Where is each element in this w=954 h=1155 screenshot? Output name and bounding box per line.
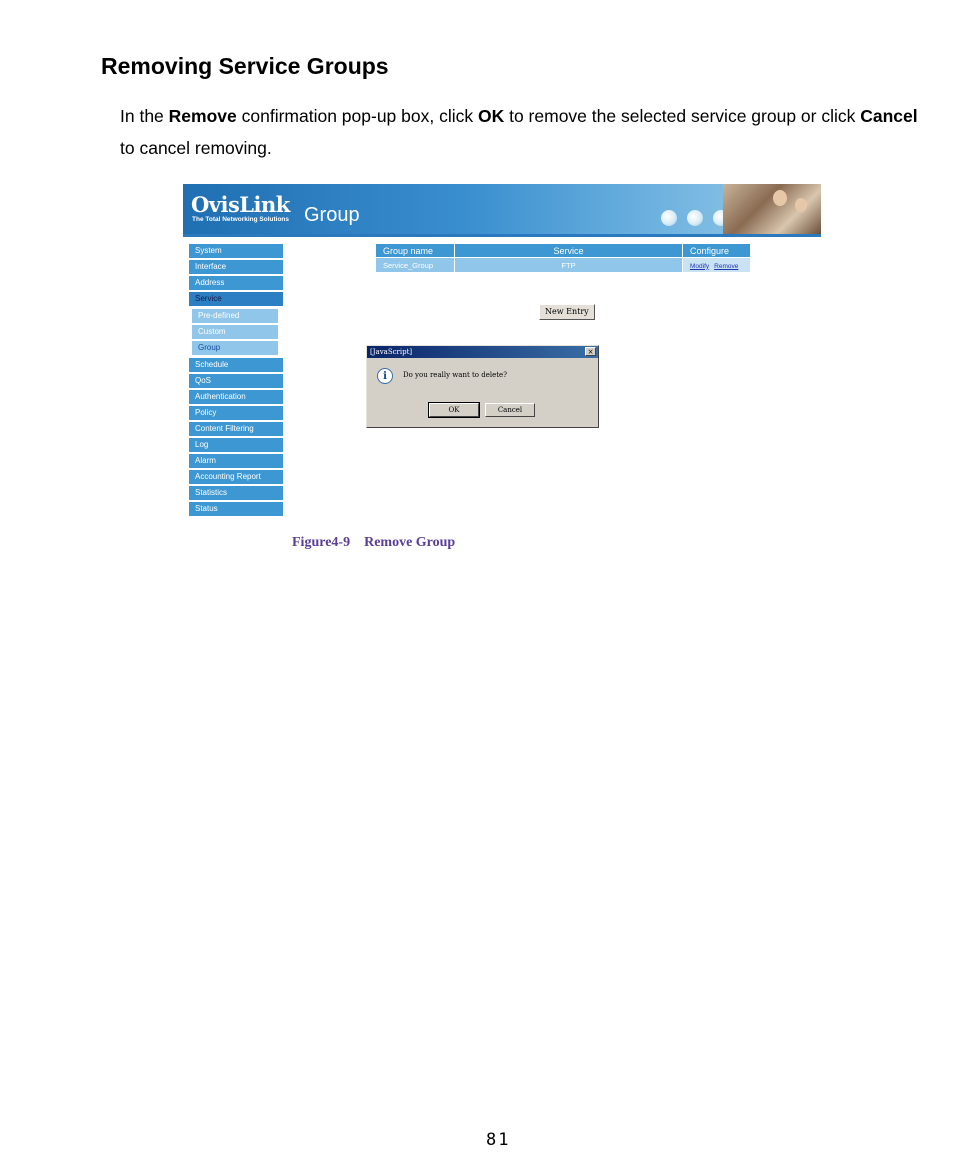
sidebar-subitem-predefined[interactable]: Pre-defined: [192, 309, 278, 323]
service-cell: FTP: [455, 258, 682, 272]
banner-divider: [183, 234, 821, 237]
close-icon[interactable]: ×: [585, 347, 596, 356]
dialog-message: Do you really want to delete?: [403, 371, 507, 379]
sidebar-item-service[interactable]: Service: [189, 292, 283, 306]
column-header-group-name: Group name: [376, 244, 454, 257]
table-header-row: [376, 244, 750, 257]
dialog-title-bar: [367, 346, 598, 358]
ok-term: OK: [477, 106, 505, 126]
figure-caption: [292, 535, 455, 551]
info-icon: i: [377, 368, 393, 384]
page-title: Group: [304, 204, 360, 226]
header-banner: [183, 184, 821, 234]
figure-title: Remove Group: [364, 535, 456, 550]
globe-icon: [687, 210, 703, 226]
table-row: [376, 258, 750, 272]
configure-cell: [683, 258, 750, 272]
ovislink-logo: OvisLink: [191, 192, 290, 217]
remove-link[interactable]: Remove: [714, 262, 739, 270]
confirm-dialog: [366, 345, 599, 428]
sidebar-item-qos[interactable]: QoS: [189, 374, 283, 388]
column-header-configure: Configure: [683, 244, 750, 257]
sidebar-item-accounting-report[interactable]: Accounting Report: [189, 470, 283, 484]
remove-term: Remove: [168, 106, 237, 126]
section-heading: Removing Service Groups: [101, 53, 389, 79]
ok-button[interactable]: OK: [429, 403, 479, 417]
sidebar-item-address[interactable]: Address: [189, 276, 283, 290]
sidebar-item-content-filtering[interactable]: Content Filtering: [189, 422, 283, 436]
dialog-title: [JavaScript]: [370, 348, 413, 356]
sidebar-item-interface[interactable]: Interface: [189, 260, 283, 274]
modify-link[interactable]: Modify: [690, 262, 710, 270]
globe-icon: [661, 210, 677, 226]
new-entry-button[interactable]: New Entry: [539, 304, 595, 320]
group-table: [375, 243, 751, 273]
cancel-term: Cancel: [860, 106, 918, 126]
sidebar-subitem-group[interactable]: Group: [192, 341, 278, 355]
logo-tagline: The Total Networking Solutions: [192, 216, 290, 223]
figure-number: Figure4-9: [292, 535, 351, 550]
router-ui-screenshot: [183, 184, 821, 520]
sidebar-item-status[interactable]: Status: [189, 502, 283, 516]
group-name-cell: Service_Group: [376, 258, 454, 272]
sidebar-item-log[interactable]: Log: [189, 438, 283, 452]
sidebar-item-schedule[interactable]: Schedule: [189, 358, 283, 372]
sidebar-subitem-custom[interactable]: Custom: [192, 325, 278, 339]
sidebar-item-statistics[interactable]: Statistics: [189, 486, 283, 500]
sidebar-item-system[interactable]: System: [189, 244, 283, 258]
page-number: 81: [486, 1130, 511, 1150]
sidebar-item-authentication[interactable]: Authentication: [189, 390, 283, 404]
cancel-button[interactable]: Cancel: [485, 403, 535, 417]
column-header-service: Service: [455, 244, 682, 257]
sidebar: [189, 244, 283, 518]
instruction-paragraph: In the Remove confirmation pop-up box, click OK to remove the selected service group or click Cancel to cancel removing.: [120, 106, 918, 158]
sidebar-item-policy[interactable]: Policy: [189, 406, 283, 420]
sidebar-item-alarm[interactable]: Alarm: [189, 454, 283, 468]
banner-photo: [723, 184, 821, 234]
